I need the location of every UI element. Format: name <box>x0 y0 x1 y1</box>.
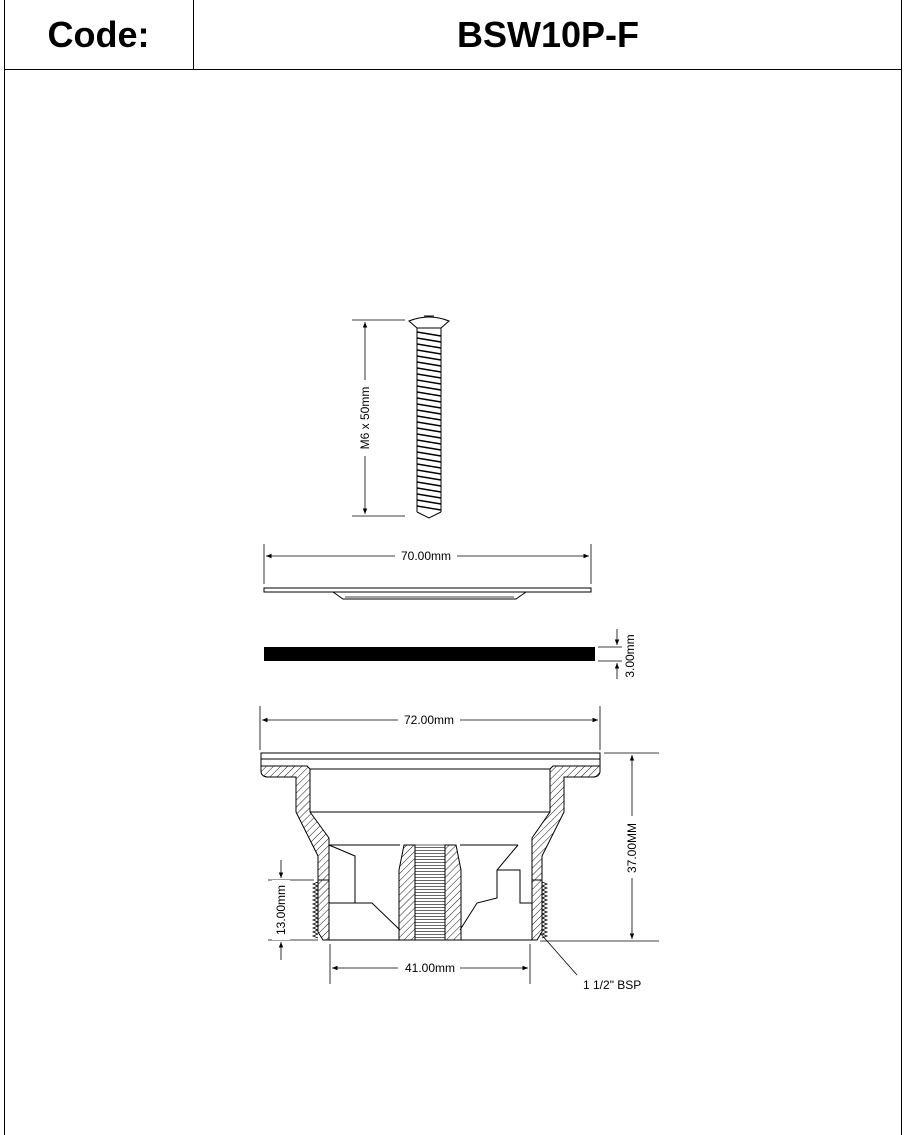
thread-height-dimension <box>268 860 318 960</box>
product-code: BSW10P-F <box>456 13 640 55</box>
flange-width-label: 72.00mm <box>403 713 455 727</box>
thread-spec-callout <box>540 933 641 992</box>
cover-width-dimension <box>264 544 591 584</box>
flange-width-dimension <box>260 706 600 750</box>
code-label: Code: <box>4 0 194 69</box>
strainer-body-part <box>261 753 600 940</box>
cover-width-label: 70.00mm <box>400 549 452 563</box>
thread-height-label: 13.00mm <box>274 884 288 936</box>
washer-part <box>264 647 595 661</box>
screw-dimension <box>352 320 405 516</box>
screw-part <box>409 316 449 518</box>
thread-spec-label: 1 1/2" BSP <box>583 978 642 992</box>
screw-size-label: M6 x 50mm <box>358 386 372 450</box>
body-height-label: 37.00MM <box>625 822 639 874</box>
cover-plate-part <box>264 588 591 599</box>
washer-thickness-label: 3.00mm <box>623 634 637 678</box>
thread-width-dimension <box>330 944 530 984</box>
washer-thickness-dimension <box>598 629 637 679</box>
thread-width-label: 41.00mm <box>404 961 456 975</box>
